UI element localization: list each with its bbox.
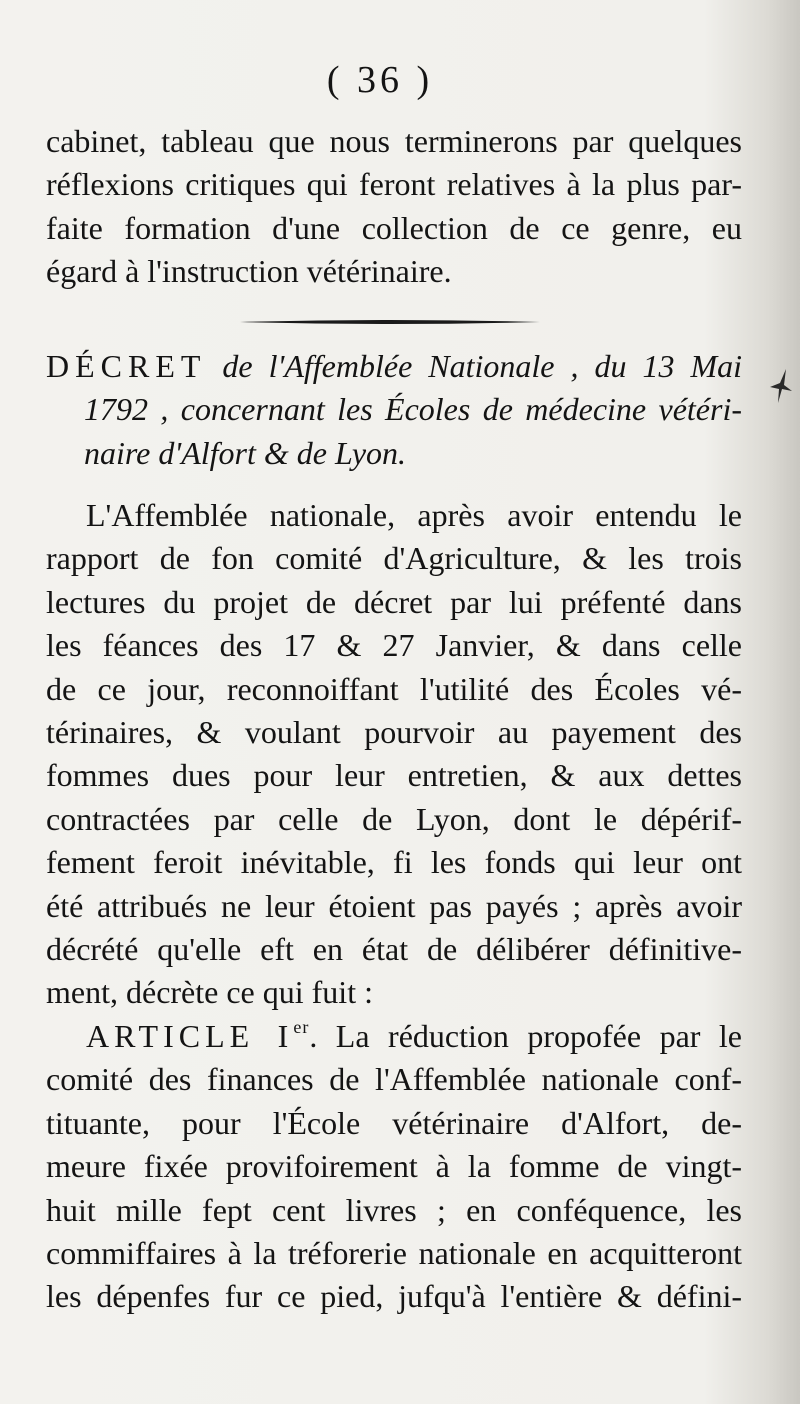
decree-heading-line (46, 345, 742, 388)
text-line: les féances des 17 & 27 Janvier, & dans celle (46, 627, 742, 664)
text-line: réflexions critiques qui feront relatives à la plus par- (46, 166, 742, 203)
article-superscript: er (293, 1016, 310, 1037)
section-divider-rule (240, 318, 540, 326)
decree-body (46, 494, 742, 1319)
text-line: comité des finances de l'Affemblée nationale conf- (46, 1061, 742, 1098)
decree-heading-line: 1792 , concernant les Écoles de médecine vétéri- (84, 391, 742, 428)
article-lead: ARTICLE I (86, 1017, 294, 1054)
article-first-line (46, 1015, 742, 1058)
text-line: contractées par celle de Lyon, dont le dépérif- (46, 800, 742, 837)
margin-ink-mark-icon (766, 365, 794, 405)
text-line: les dépenfes fur ce pied, jufqu'à l'entière & défini- (46, 1278, 742, 1315)
text-line: fement feroit inévitable, fi les fonds qui leur ont (46, 844, 742, 881)
text-line: commiffaires à la tréforerie nationale en acquitteront (46, 1234, 742, 1271)
decree-heading (46, 345, 742, 475)
text-line: lectures du projet de décret par lui préfenté dans (46, 583, 742, 620)
text-line: rapport de fon comité d'Agriculture, & les trois (46, 540, 742, 577)
top-paragraph (46, 120, 742, 294)
text-line: tituante, pour l'École vétérinaire d'Alfort, de- (46, 1104, 742, 1141)
text-line: faite formation d'une collection de ce genre, eu (46, 209, 742, 246)
text-line: ment, décrète ce qui fuit : (46, 974, 373, 1011)
decree-title-rest: de l'Affemblée Nationale , du 13 Mai (206, 348, 742, 384)
text-line: fommes dues pour leur entretien, & aux dettes (46, 757, 742, 794)
text-line: égard à l'instruction vétérinaire. (46, 253, 452, 290)
text-line: L'Affemblée nationale, après avoir entendu le (86, 497, 742, 533)
decree-lead-word: DÉCRET (46, 348, 207, 384)
text-line: huit mille fept cent livres ; en conféquence, les (46, 1191, 742, 1228)
article-line-rest: . La réduction propofée par le (309, 1017, 743, 1054)
text-line: été attribués ne leur étoient pas payés ; après avoir (46, 887, 742, 924)
text-line: décrété qu'elle eft en état de délibérer définitive- (46, 931, 742, 968)
text-line: de ce jour, reconnoiffant l'utilité des Écoles vé- (46, 670, 742, 707)
page-number: ( 36 ) (326, 59, 434, 101)
text-line: térinaires, & voulant pourvoir au payement des (46, 714, 742, 751)
decree-heading-line: naire d'Alfort & de Lyon. (84, 434, 407, 471)
text-line: meure fixée provifoirement à la fomme de vingt- (46, 1148, 742, 1185)
text-line: cabinet, tableau que nous terminerons par quelques (46, 123, 742, 159)
